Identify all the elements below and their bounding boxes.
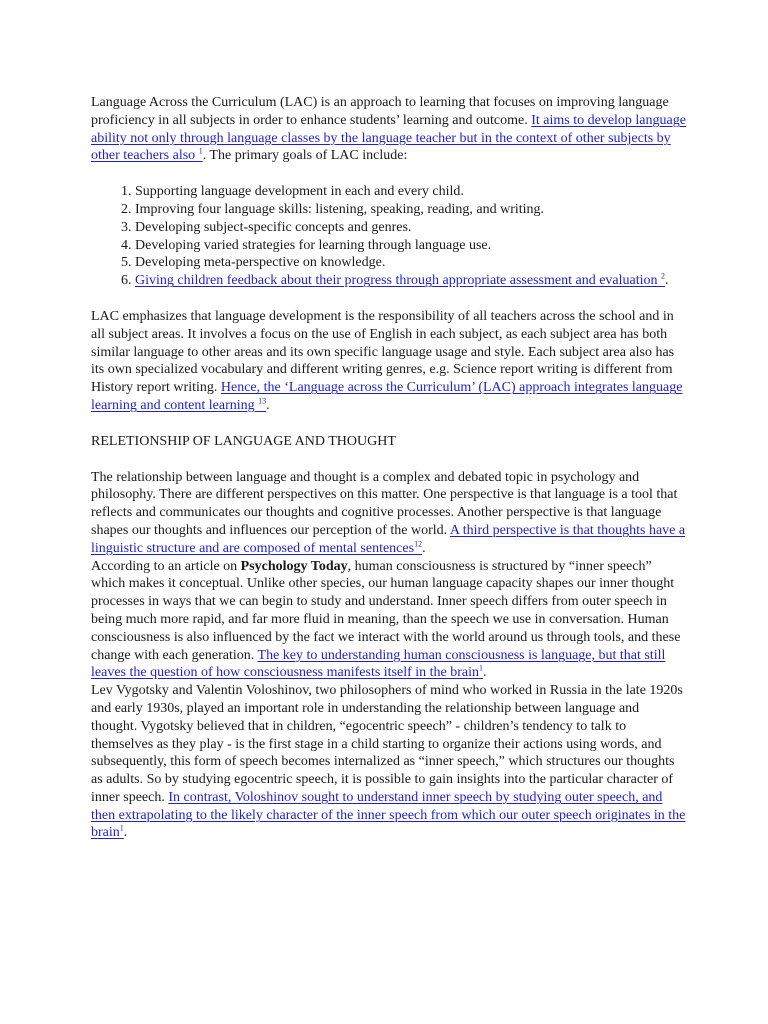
list-item: 3. Developing subject-specific concepts and genres. xyxy=(135,219,687,237)
thought3-footnote: 1 xyxy=(119,823,124,833)
list-item: 4. Developing varied strategies for learning through language use. xyxy=(135,237,687,255)
list-item xyxy=(135,272,687,290)
intro-paragraph xyxy=(91,94,687,165)
thought3-text: Lev Vygotsky and Valentin Voloshinov, two philosophers of mind who worked in Russia in the late 1920s and early 1930s, played an important role in understanding the relationship between language and thought. Vygotsky believed that in children, “egocentric speech” - children’s tendency to talk to themselves as they play - is the first stage in a child starting to organize their actions using words, and subsequently, this form of speech becomes internalized as “inner speech,” which structures our thoughts as adults. So by studying egocentric speech, it is possible to gain insights into the particular character of inner speech. xyxy=(91,683,683,805)
intro-tail: . The primary goals of LAC include: xyxy=(202,148,408,164)
thought2-tail: . xyxy=(483,665,487,681)
goals-list xyxy=(91,183,687,290)
thought2-footnote: 1 xyxy=(479,663,484,673)
thought1-tail: . xyxy=(422,540,426,556)
thought3-tail: . xyxy=(123,825,128,841)
intro-link-text: It aims to develop language ability not only through language classes by the language teacher but in the context of other subjects by other teachers also xyxy=(91,112,686,164)
lac-text: LAC emphasizes that language development is the responsibility of all teachers across the school and in all subject areas. It involves a focus on the use of English in each subject, as each subject area has both similar language to other areas and its own specific language usage and style. Each subject area also has its own specialized vocabulary and different writing genres, e.g. Science report writing is different from History report writing. xyxy=(91,308,675,396)
document-page xyxy=(91,94,687,842)
list-item: 5. Developing meta-perspective on knowledge. xyxy=(135,254,687,272)
thought2-pre: According to an article on xyxy=(91,558,241,574)
goal6-link-text: Giving children feedback about their progress through appropriate assessment and evaluation xyxy=(135,273,662,289)
lac-footnote: 13 xyxy=(258,396,267,406)
thought1-link-text: A third perspective is that thoughts have a linguistic structure and are composed of mental sentences xyxy=(91,522,686,556)
thought2-source: Psychology Today xyxy=(240,558,348,574)
thought-paragraph-3 xyxy=(91,682,687,842)
intro-footnote: 1 xyxy=(198,146,203,156)
thought2-text: , human consciousness is structured by “inner speech” which makes it conceptual. Unlike other species, our human language capacity shapes our inner thought processes in ways that we can begin to study and understand. Inner speech differs from outer speech in being much more rapid, and far more fluid in meaning, than the speech we use in conversation. Human consciousness is also influenced by the fact we interact with the world around us through tools, and these change with each generation. xyxy=(91,558,681,663)
thought3-link-text: In contrast, Voloshinov sought to understand inner speech by studying outer speech, and then extrapolating to the likely character of the inner speech from which our outer speech originates in the brain xyxy=(91,789,686,841)
list-item: 2. Improving four language skills: listening, speaking, reading, and writing. xyxy=(135,201,687,219)
thought3-link[interactable] xyxy=(91,790,685,841)
lac-tail: . xyxy=(266,397,270,413)
section-heading: RELETIONSHIP OF LANGUAGE AND THOUGHT xyxy=(91,433,396,449)
goal6-link[interactable] xyxy=(135,273,665,288)
thought-paragraph-1 xyxy=(91,469,687,558)
thought1-text: The relationship between language and thought is a complex and debated topic in psychology and philosophy. There are different perspectives on this matter. One perspective is that language is a tool that reflects and communicates our thoughts and cognitive processes. Another perspective is that language shapes our thoughts and influences our perception of the world. xyxy=(91,469,678,538)
goal6-footnote: 2 xyxy=(661,271,666,281)
lac-link-text: Hence, the ‘Language across the Curriculum’ (LAC) approach integrates language learning and content learning xyxy=(91,380,683,413)
intro-text: Language Across the Curriculum (LAC) is an approach to learning that focuses on improving language proficiency in all subjects in order to enhance students’ learning and outcome. xyxy=(91,95,669,128)
lac-paragraph xyxy=(91,308,687,415)
thought2-link-text: The key to understanding human consciousness is language, but that still leaves the question of how consciousness manifests itself in the brain xyxy=(91,647,666,681)
thought-paragraph-2 xyxy=(91,558,687,683)
thought1-footnote: 12 xyxy=(414,539,423,549)
list-item: 1. Supporting language development in each and every child. xyxy=(135,183,687,201)
goal6-tail: . xyxy=(665,273,669,289)
